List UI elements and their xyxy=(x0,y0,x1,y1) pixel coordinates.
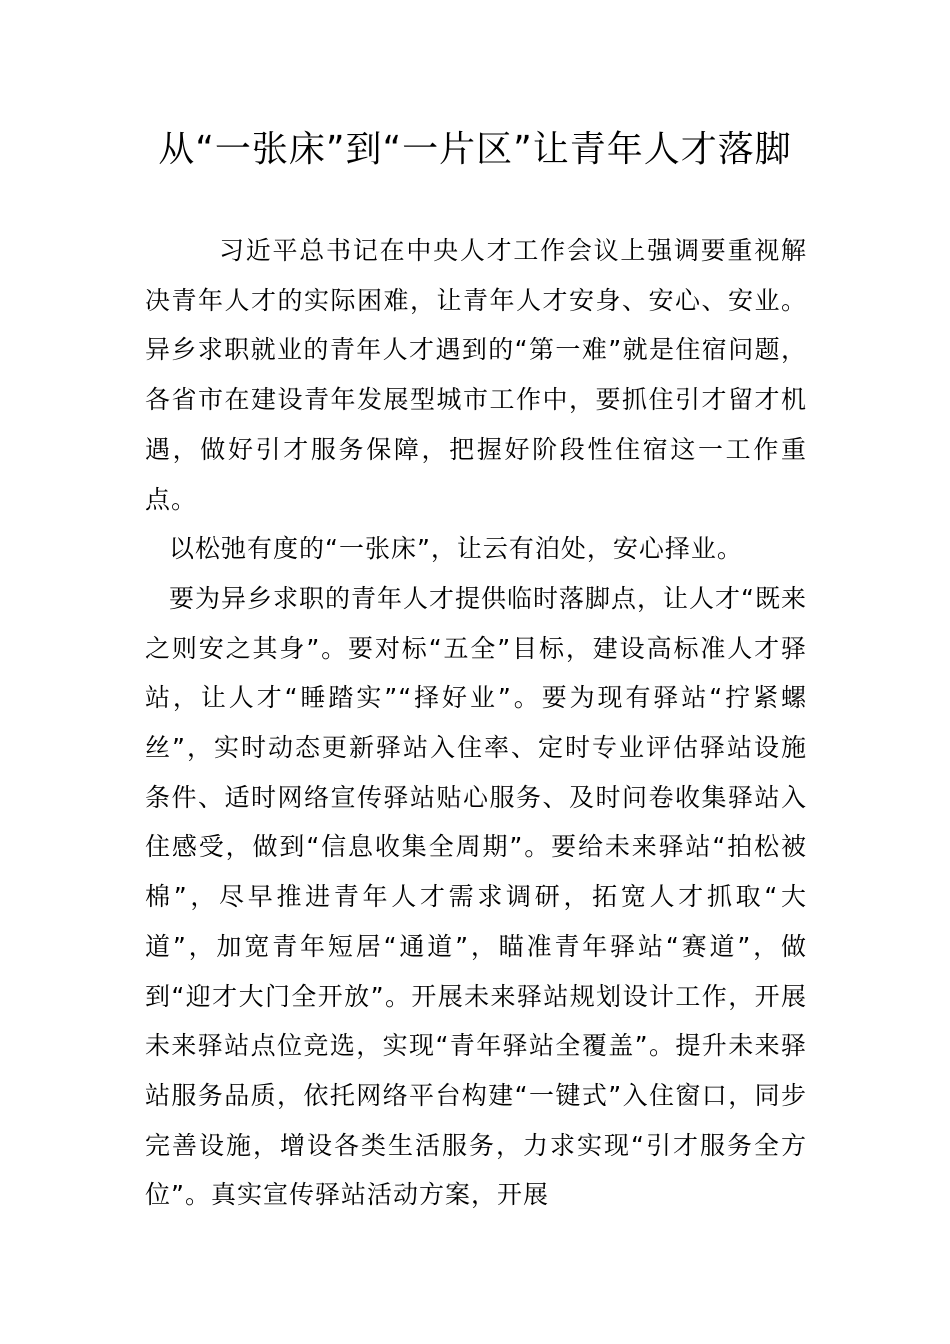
paragraph-heading: 以松弛有度的“一张床”，让云有泊处，安心择业。 xyxy=(169,534,743,564)
document-body xyxy=(145,226,807,1220)
paragraph-body: 要为异乡求职的青年人才提供临时落脚点，让人才“既来之则安之其身”。要对标“五全”目标，建设高标准人才驿站，让人才“睡踏实”“择好业”。要为现有驿站“拧紧螺丝”，实时动态更新驿站入住率、定时专业评估驿站设施条件、适时网络宣传驿站贴心服务、及时问卷收集驿站入住感受，做到“信息收集全周期”。要给未来驿站“拍松被棉”，尽早推进青年人才需求调研，拓宽人才抓取“大道”，加宽青年短居“通道”，瞄准青年驿站“赛道”，做到“迎才大门全开放”。开展未来驿站规划设计工作，开展未来驿站点位竞选，实现“青年驿站全覆盖”。提升未来驿站服务品质，依托网络平台构建“一键式”入住窗口，同步完善设施，增设各类生活服务，力求实现“引才服务全方位”。真实宣传驿站活动方案，开展 xyxy=(145,583,807,1210)
paragraph-intro: 习近平总书记在中央人才工作会议上强调要重视解决青年人才的实际困难，让青年人才安身、安心、安业。异乡求职就业的青年人才遇到的“第一难”就是住宿问题，各省市在建设青年发展型城市工作中，要抓住引才留才机遇，做好引才服务保障，把握好阶段性住宿这一工作重点。 xyxy=(145,236,807,514)
document-title: 从“一张床”到“一片区”让青年人才落脚 xyxy=(158,129,792,170)
